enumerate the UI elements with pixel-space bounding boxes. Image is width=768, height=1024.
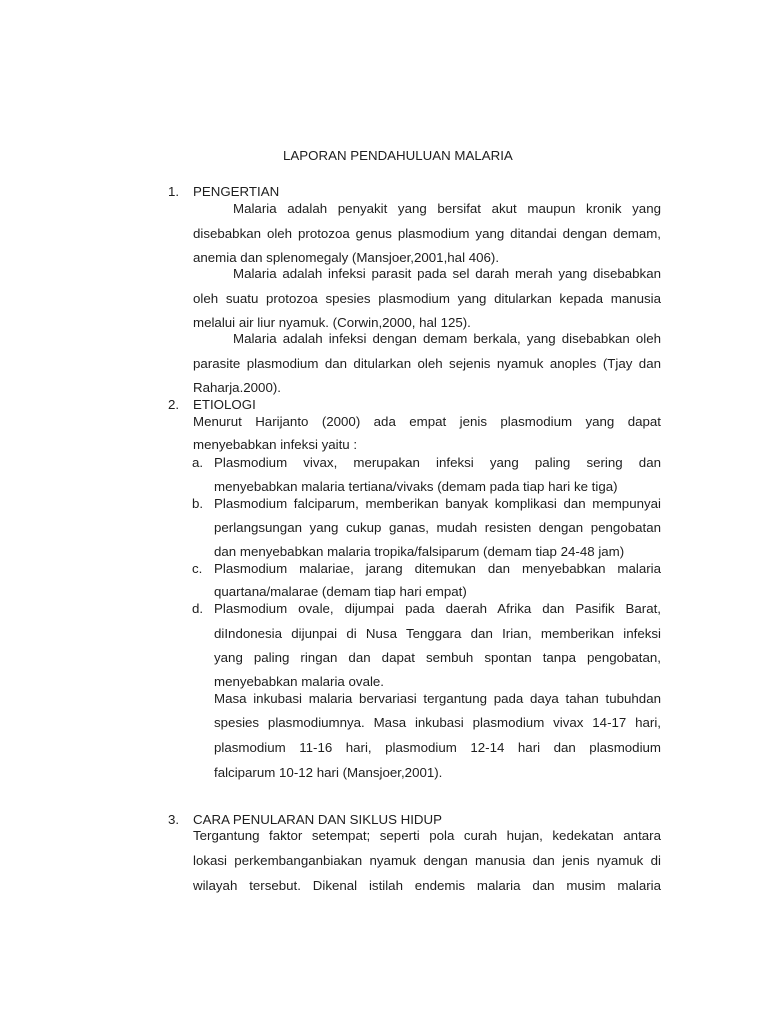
paragraph-line: lokasi perkembanganbiakan nyamuk dengan manusia dan jenis nyamuk di xyxy=(193,853,661,868)
paragraph-line: oleh suatu protozoa spesies plasmodium yang ditularkan kepada manusia xyxy=(193,291,661,306)
paragraph-line: Raharja.2000). xyxy=(193,380,281,395)
list-item-line: quartana/malarae (demam tiap hari empat) xyxy=(214,584,467,599)
list-item-letter: a. xyxy=(192,455,204,470)
list-item-line: Plasmodium malariae, jarang ditemukan dan menyebabkan malaria xyxy=(214,561,661,576)
paragraph-line: Menurut Harijanto (2000) ada empat jenis plasmodium yang dapat xyxy=(193,414,661,429)
section-3-heading: CARA PENULARAN DAN SIKLUS HIDUP xyxy=(193,812,443,827)
paragraph-line: Malaria adalah infeksi parasit pada sel darah merah yang disebabkan xyxy=(233,266,661,281)
section-1-number: 1. xyxy=(168,184,180,199)
list-item-line: diIndonesia dijunpai di Nusa Tenggara dan Irian, memberikan infeksi xyxy=(214,626,661,641)
list-item-line: Plasmodium falciparum, memberikan banyak komplikasi dan mempunyai xyxy=(214,496,661,511)
paragraph-line: Malaria adalah infeksi dengan demam berkala, yang disebabkan oleh xyxy=(233,331,661,346)
paragraph-line: spesies plasmodiumnya. Masa inkubasi plasmodium vivax 14-17 hari, xyxy=(214,715,661,730)
paragraph-line: melalui air liur nyamuk. (Corwin,2000, hal 125). xyxy=(193,315,471,330)
list-item-line: Plasmodium ovale, dijumpai pada daerah Afrika dan Pasifik Barat, xyxy=(214,601,661,616)
list-item-line: perlangsungan yang cukup ganas, mudah resisten dengan pengobatan xyxy=(214,520,661,535)
list-item-line: menyebabkan malaria ovale. xyxy=(214,674,385,689)
paragraph-line: wilayah tersebut. Dikenal istilah endemis malaria dan musim malaria xyxy=(193,878,661,893)
list-item-letter: c. xyxy=(192,561,203,576)
section-1-heading: PENGERTIAN xyxy=(193,184,280,199)
section-3-number: 3. xyxy=(168,812,180,827)
paragraph-line: anemia dan splenomegaly (Mansjoer,2001,hal 406). xyxy=(193,250,500,265)
paragraph-line: plasmodium 11-16 hari, plasmodium 12-14 hari dan plasmodium xyxy=(214,740,661,755)
list-item-line: Plasmodium vivax, merupakan infeksi yang paling sering dan xyxy=(214,455,661,470)
paragraph-line: Masa inkubasi malaria bervariasi tergantung pada daya tahan tubuhdan xyxy=(214,691,661,706)
list-item-letter: d. xyxy=(192,601,204,616)
list-item-line: yang paling ringan dan dapat sembuh spontan tanpa pengobatan, xyxy=(214,650,661,665)
paragraph-line: menyebabkan infeksi yaitu : xyxy=(193,437,358,452)
paragraph-line: disebabkan oleh protozoa genus plasmodium yang ditandai dengan demam, xyxy=(193,226,661,241)
section-2-number: 2. xyxy=(168,397,180,412)
paragraph-line: falciparum 10-12 hari (Mansjoer,2001). xyxy=(214,765,443,780)
list-item-line: dan menyebabkan malaria tropika/falsiparum (demam tiap 24-48 jam) xyxy=(214,544,625,559)
paragraph-line: Tergantung faktor setempat; seperti pola curah hujan, kedekatan antara xyxy=(193,828,661,843)
paragraph-line: parasite plasmodium dan ditularkan oleh sejenis nyamuk anoples (Tjay dan xyxy=(193,356,661,371)
list-item-line: menyebabkan malaria tertiana/vivaks (demam pada tiap hari ke tiga) xyxy=(214,479,618,494)
section-2-heading: ETIOLOGI xyxy=(193,397,256,412)
paragraph-line: Malaria adalah penyakit yang bersifat akut maupun kronik yang xyxy=(233,201,661,216)
list-item-letter: b. xyxy=(192,496,204,511)
page-title: LAPORAN PENDAHULUAN MALARIA xyxy=(283,148,513,163)
